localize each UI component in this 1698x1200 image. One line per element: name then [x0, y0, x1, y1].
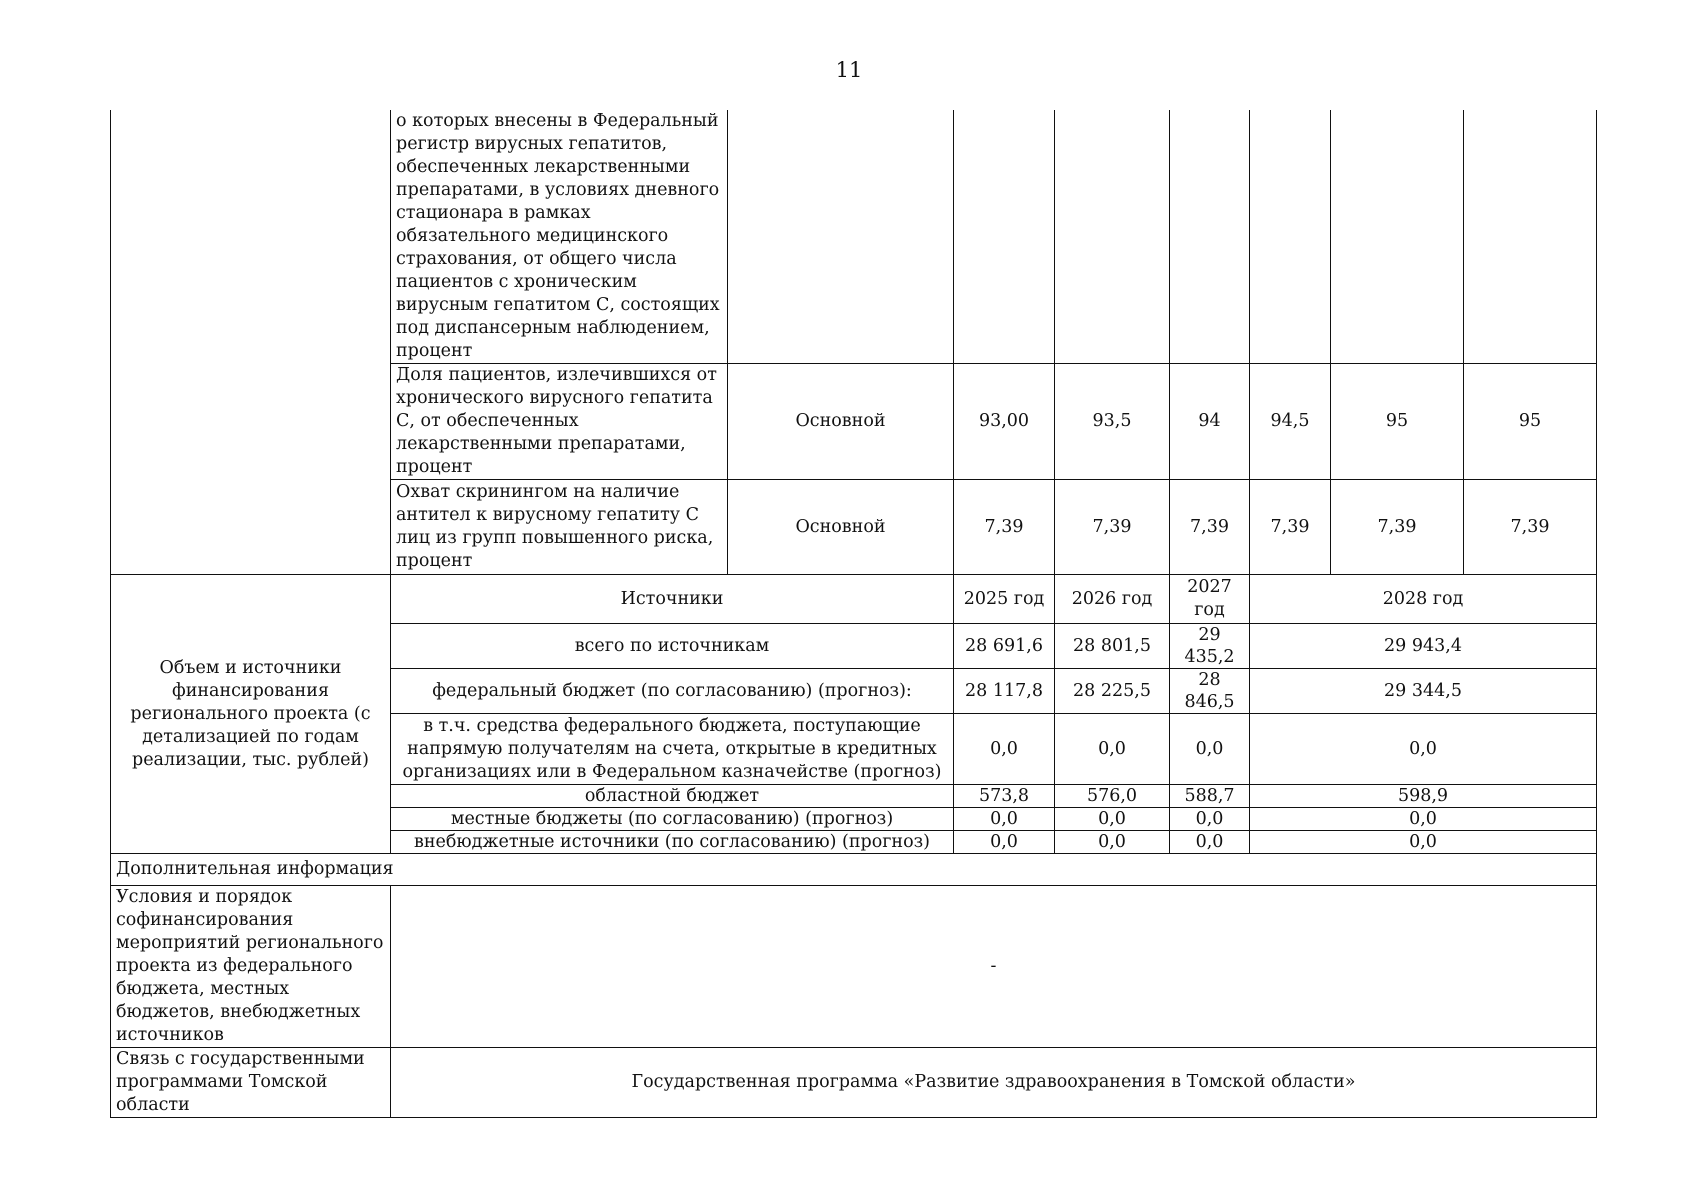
- page-number: 11: [835, 58, 863, 82]
- indicator-value: [1331, 110, 1464, 364]
- indicator-value: 7,39: [1250, 480, 1331, 575]
- financing-value: 576,0: [1055, 785, 1170, 808]
- financing-value: 0,0: [1250, 714, 1597, 785]
- financing-label: Объем и источники финансирования регионального проекта (с детализацией по годам реализации, тыс. рублей): [111, 575, 391, 854]
- year-header: 2026 год: [1055, 575, 1170, 624]
- indicator-value: 95: [1331, 364, 1464, 480]
- indicator-name: Доля пациентов, излечившихся от хронического вирусного гепатита С, от обеспеченных лекарственными препаратами, процент: [391, 364, 728, 480]
- financing-value: 0,0: [954, 714, 1055, 785]
- financing-value: 29 344,5: [1250, 669, 1597, 714]
- cofinancing-label: Условия и порядок софинансирования мероприятий регионального проекта из федерального бюджета, местных бюджетов, внебюджетных источников: [111, 886, 391, 1048]
- indicator-value: [1055, 110, 1170, 364]
- indicator-value: 7,39: [954, 480, 1055, 575]
- financing-value: 0,0: [1170, 714, 1250, 785]
- financing-value: 598,9: [1250, 785, 1597, 808]
- indicator-value: 93,00: [954, 364, 1055, 480]
- financing-value: 0,0: [954, 808, 1055, 831]
- indicator-value: 7,39: [1055, 480, 1170, 575]
- indicator-value: [1250, 110, 1331, 364]
- indicator-type: Основной: [728, 480, 954, 575]
- indicator-value: [1170, 110, 1250, 364]
- indicator-name: Охват скринингом на наличие антител к вирусному гепатиту С лиц из групп повышенного риска, процент: [391, 480, 728, 575]
- financing-value: 0,0: [1055, 808, 1170, 831]
- indicator-value: 95: [1464, 364, 1597, 480]
- financing-value: 0,0: [1170, 831, 1250, 854]
- financing-value: 0,0: [1055, 714, 1170, 785]
- year-header: 2027 год: [1170, 575, 1250, 624]
- additional-info-row: [111, 854, 1597, 886]
- financing-value: 28 801,5: [1055, 624, 1170, 669]
- financing-value: 29 435,2: [1170, 624, 1250, 669]
- indicator-row: [111, 110, 1597, 364]
- financing-value: 28 846,5: [1170, 669, 1250, 714]
- additional-info-heading: Дополнительная информация: [111, 854, 1597, 886]
- indicator-value: 93,5: [1055, 364, 1170, 480]
- financing-value: 0,0: [954, 831, 1055, 854]
- cofinancing-value: -: [391, 886, 1597, 1048]
- financing-value: 28 117,8: [954, 669, 1055, 714]
- indicator-value: 94: [1170, 364, 1250, 480]
- indicator-type: [728, 110, 954, 364]
- financing-value: 0,0: [1055, 831, 1170, 854]
- indicator-value: 7,39: [1170, 480, 1250, 575]
- financing-value: 0,0: [1250, 831, 1597, 854]
- indicator-value: 7,39: [1464, 480, 1597, 575]
- indicator-value: [1464, 110, 1597, 364]
- financing-value: 0,0: [1170, 808, 1250, 831]
- indicator-value: [954, 110, 1055, 364]
- financing-source: федеральный бюджет (по согласованию) (прогноз):: [391, 669, 954, 714]
- financing-value: 29 943,4: [1250, 624, 1597, 669]
- cofinancing-row: [111, 886, 1597, 1048]
- financing-value: 0,0: [1250, 808, 1597, 831]
- financing-source: областной бюджет: [391, 785, 954, 808]
- financing-source: внебюджетные источники (по согласованию) (прогноз): [391, 831, 954, 854]
- programs-value: Государственная программа «Развитие здравоохранения в Томской области»: [391, 1048, 1597, 1118]
- financing-source: всего по источникам: [391, 624, 954, 669]
- blank-label-cell: [111, 110, 391, 575]
- indicator-value: 94,5: [1250, 364, 1331, 480]
- financing-value: 573,8: [954, 785, 1055, 808]
- indicator-value: 7,39: [1331, 480, 1464, 575]
- financing-value: 588,7: [1170, 785, 1250, 808]
- financing-header-row: [111, 575, 1597, 624]
- year-header: 2025 год: [954, 575, 1055, 624]
- financing-value: 28 691,6: [954, 624, 1055, 669]
- year-header: 2028 год: [1250, 575, 1597, 624]
- programs-label: Связь с государственными программами Томской области: [111, 1048, 391, 1118]
- financing-value: 28 225,5: [1055, 669, 1170, 714]
- indicator-type: Основной: [728, 364, 954, 480]
- passport-table: [110, 110, 1597, 1118]
- programs-row: [111, 1048, 1597, 1118]
- financing-source: в т.ч. средства федерального бюджета, поступающие напрямую получателям на счета, открытые в кредитных организациях или в Федеральном казначействе (прогноз): [391, 714, 954, 785]
- financing-source: местные бюджеты (по согласованию) (прогноз): [391, 808, 954, 831]
- indicator-name: о которых внесены в Федеральный регистр вирусных гепатитов, обеспеченных лекарственными препаратами, в условиях дневного стационара в рамках обязательного медицинского страхования, от общего числа пациентов с хроническим вирусным гепатитом С, состоящих под диспансерным наблюдением, процент: [391, 110, 728, 364]
- sources-header: Источники: [391, 575, 954, 624]
